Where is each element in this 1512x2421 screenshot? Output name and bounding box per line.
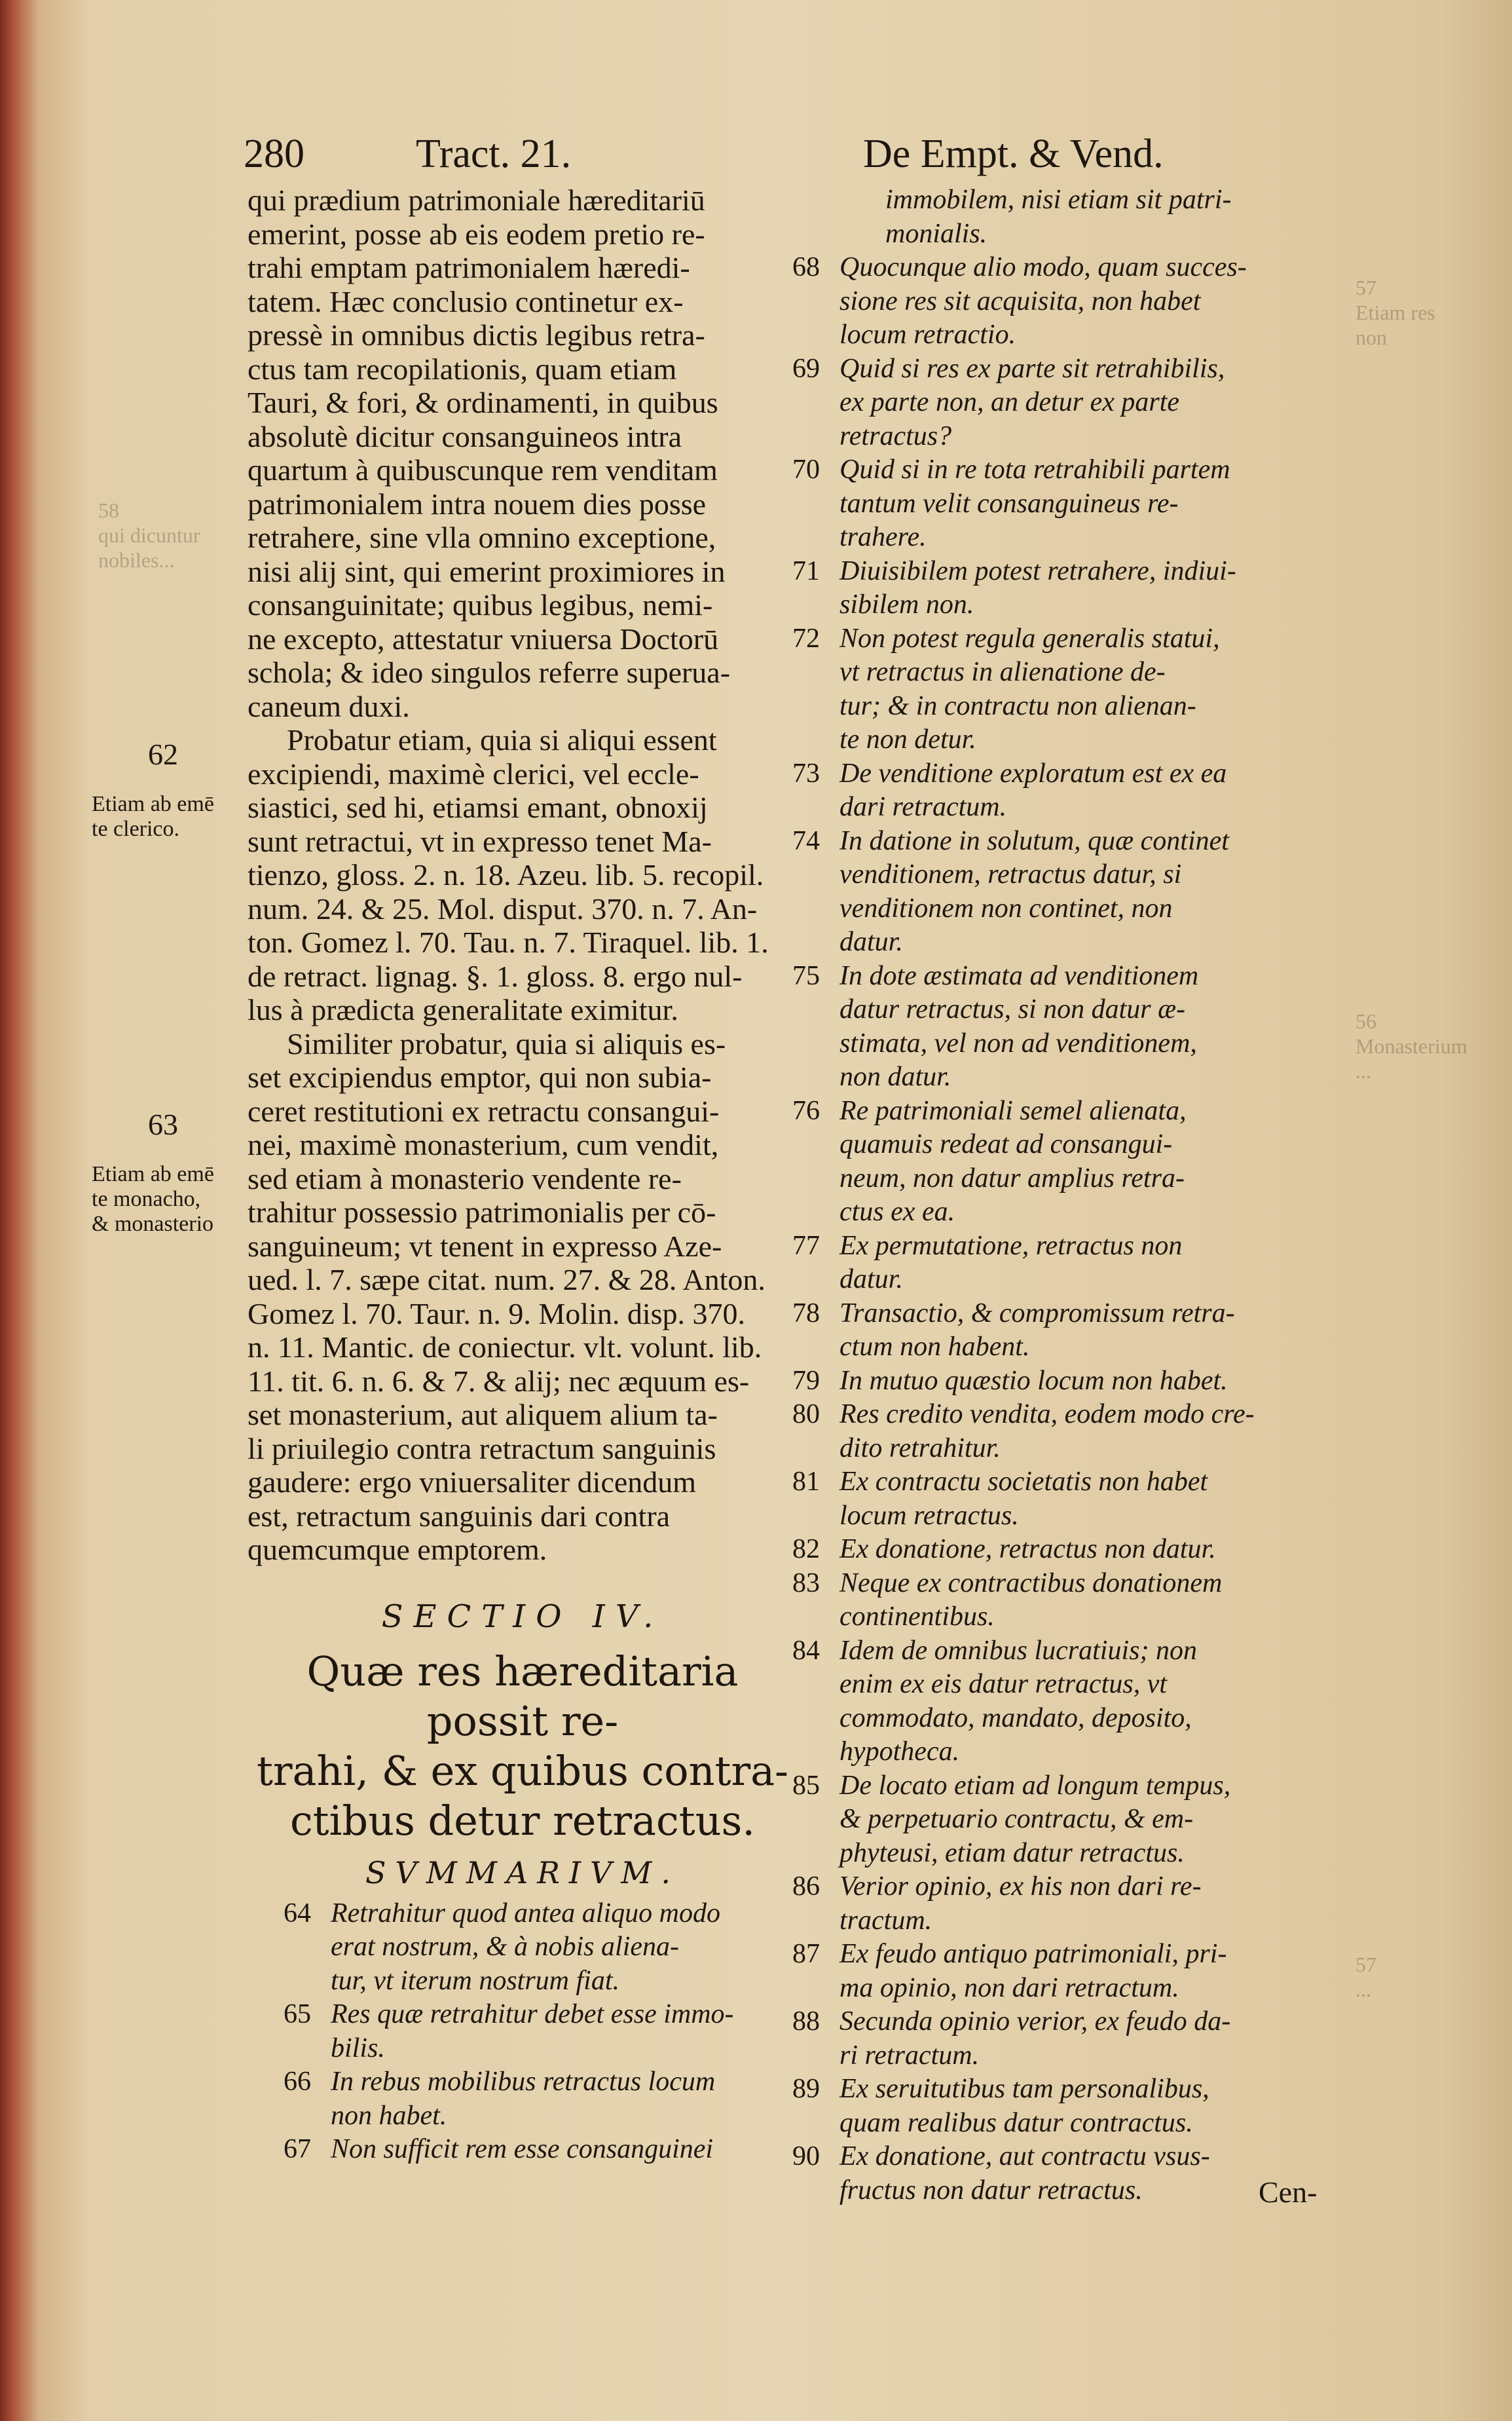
running-head-left: Tract. 21. [416, 132, 572, 176]
margin-note-number: 63 [148, 1108, 178, 1141]
summary-entry-number: 82 [792, 1534, 820, 1564]
summary-entry [792, 1634, 1349, 1769]
text-line: Probatur etiam, quia si aliqui essent [287, 723, 717, 757]
text-line: quartum à quibuscunque rem venditam [248, 453, 718, 487]
summary-entry [792, 251, 1349, 352]
text-line: de retract. lignag. §. 1. gloss. 8. ergo nul- [248, 959, 743, 993]
text-line: n. 11. Mantic. de coniectur. vlt. volunt. lib. [248, 1330, 762, 1364]
right-column [792, 183, 1349, 2207]
text-line: patrimonialem intra nouem dies posse [248, 487, 707, 521]
text-line: nisi alij sint, qui emerint proximiores in [248, 554, 726, 588]
summary-entry [792, 1364, 1349, 1398]
page-number: 280 [244, 132, 304, 176]
text-line: tienzo, gloss. 2. n. 18. Azeu. lib. 5. recopil. [248, 858, 764, 891]
summary-entry-number: 76 [792, 1095, 820, 1126]
summary-entry-number: 68 [792, 252, 820, 282]
summary-entry-number: 72 [792, 623, 820, 654]
margin-note-63 [92, 1087, 214, 1237]
text-line: li priuilegio contra retractum sanguinis [248, 1431, 716, 1465]
summary-entry-number: 65 [284, 1999, 311, 2029]
summary-entry [792, 1769, 1349, 1871]
summary-entry-text: In mutuo quæstio locum non habet. [839, 1365, 1228, 1396]
summary-entry-text: immobilem, nisi etiam sit patri- monialis. [885, 185, 1232, 249]
summary-entry-number: 87 [792, 1939, 820, 1969]
text-line: emerint, posse ab eis eodem pretio re- [248, 217, 705, 251]
summary-entry-number: 86 [792, 1871, 820, 1902]
summary-entry-number: 83 [792, 1567, 820, 1598]
text-line: ceret restitutioni ex retractu consangui- [248, 1094, 720, 1128]
summary-entry [792, 352, 1349, 454]
summary-entry-number: 73 [792, 758, 820, 789]
summary-entry [792, 2073, 1349, 2140]
summary-entry-text: Res quæ retrahitur debet esse immo- bilis. [331, 1999, 734, 2063]
summary-entry [792, 453, 1349, 555]
text-line: sunt retractui, vt in expresso tenet Ma- [248, 824, 712, 858]
text-line: retrahere, sine vlla omnino exceptione, [248, 521, 716, 554]
summary-entry-text: Secunda opinio verior, ex feudo da- ri retractum. [839, 2006, 1231, 2071]
summary-entry [792, 2005, 1349, 2073]
text-line: trahitur possessio patrimonialis per cō- [248, 1195, 716, 1229]
summary-entry [792, 1465, 1349, 1533]
margin-note-text: Etiam ab emē te clerico. [92, 792, 214, 841]
summary-continuation [792, 183, 1349, 251]
section-title: SECTIO IV. [381, 1598, 664, 1635]
bleed-through-mark: 56 Monasterium ... [1355, 1009, 1467, 1083]
summary-entry-text: Ex contractu societatis non habet locum retractus. [839, 1467, 1208, 1531]
text-line: num. 24. & 25. Mol. disput. 370. n. 7. An- [248, 891, 758, 926]
text-line: siastici, sed hi, etiamsi emant, obnoxij [248, 791, 708, 824]
summary-entry-number: 84 [792, 1635, 820, 1666]
summary-entry-text: In dote æstimata ad venditionem datur retractus, si non datur æ- stimata, vel non ad venditionem, non datur. [839, 960, 1199, 1092]
text-line: Gomez l. 70. Taur. n. 9. Molin. disp. 370. [248, 1296, 746, 1330]
summary-entry [792, 622, 1349, 757]
summary-entry-number: 64 [284, 1898, 311, 1928]
summary-entry-number: 90 [792, 2141, 820, 2171]
text-line: pressè in omnibus dictis legibus retra- [248, 318, 705, 352]
text-line: Quæ res hæreditaria possit re- [306, 1647, 739, 1745]
summary-entry-text: Ex feudo antiquo patrimoniali, pri- ma opinio, non dari retractum. [839, 1939, 1227, 2003]
summary-entry-text: Non sufficit rem esse consanguinei [331, 2134, 714, 2164]
text-line: absolutè dicitur consanguineos intra [248, 419, 682, 453]
summary-entry-number: 71 [792, 555, 820, 586]
left-column [248, 183, 798, 2167]
summary-entry-text: Idem de omnibus lucratiuis; non enim ex eis datur retractus, vt commodato, mandato, deposito, hypotheca. [839, 1635, 1197, 1767]
summary-entry-number: 67 [284, 2134, 311, 2164]
summary-entry-text: Ex donatione, retractus non datur. [839, 1534, 1216, 1564]
summary-entry [792, 757, 1349, 825]
summary-entry-text: Neque ex contractibus donationem continentibus. [839, 1567, 1223, 1632]
section-heading [248, 1647, 798, 1846]
summary-entry-number: 74 [792, 825, 820, 856]
summary-entry [792, 1938, 1349, 2005]
text-line: consanguinitate; quibus legibus, nemi- [248, 588, 713, 622]
running-head-right: De Empt. & Vend. [863, 132, 1164, 176]
text-line: set excipiendus emptor, qui non subia- [248, 1060, 712, 1094]
summary-entry-text: Non potest regula generalis statui, vt retractus in alienatione de- tur; & in contractu non alienan- te non detur. [839, 623, 1220, 755]
text-line: trahi, & ex quibus contra- [257, 1746, 788, 1795]
summary-entry [792, 1870, 1349, 1938]
summary-entry-text: Quocunque alio modo, quam succes- sione res sit acquisita, non habet locum retractio. [839, 252, 1247, 350]
text-line: trahi emptam patrimonialem hæredi- [248, 251, 690, 284]
summary-entry [792, 960, 1349, 1095]
summary-entry-text: Verior opinio, ex his non dari re- tractum. [839, 1871, 1202, 1936]
summary-entry-text: Diuisibilem potest retrahere, indiui- sibilem non. [839, 555, 1236, 620]
summary-entry-number: 85 [792, 1770, 820, 1801]
margin-note-62 [92, 717, 214, 842]
summary-entry [792, 1567, 1349, 1634]
text-line: quemcumque emptorem. [248, 1533, 547, 1566]
summary-entry [792, 1095, 1349, 1229]
summary-entry-text: Retrahitur quod antea aliquo modo erat nostrum, & à nobis aliena- tur, vt iterum nostrum fiat. [331, 1898, 720, 1996]
summary-entry-text: Re patrimoniali semel alienata, quamuis redeat ad consangui- neum, non datur amplius retra- ctus ex ea. [839, 1095, 1187, 1227]
paragraph [248, 723, 798, 1027]
summary-entry-number: 88 [792, 2006, 820, 2036]
summary-entry-number: 66 [284, 2067, 311, 2097]
text-line: excipiendi, maximè clerici, vel eccle- [248, 757, 699, 791]
bleed-through-mark: 57 ... [1355, 1953, 1376, 2001]
margin-note-number: 62 [148, 738, 178, 771]
summary-entry-text: Transactio, & compromissum retra- ctum non habent. [839, 1298, 1235, 1362]
summary-entry [284, 1998, 798, 2065]
summary-entry-text: De venditione exploratum est ex ea dari retractum. [839, 758, 1227, 822]
paragraph [248, 1027, 798, 1567]
summary-entry [284, 2065, 798, 2133]
margin-note-text: Etiam ab emē te monacho, & monasterio [92, 1162, 214, 1236]
summary-entry-number: 75 [792, 960, 820, 991]
summary-entry-text: De locato etiam ad longum tempus, & perpetuario contractu, & em- phyteusi, etiam datur retractus. [839, 1770, 1231, 1868]
summary-entry [792, 555, 1349, 622]
text-line: schola; & ideo singulos referre superua- [248, 656, 731, 689]
text-line: set monasterium, aut aliquem alium ta- [248, 1398, 718, 1431]
text-line: ctibus detur retractus. [289, 1796, 756, 1845]
summary-entry-number: 70 [792, 455, 820, 485]
bleed-through-mark: 57 Etiam res non [1355, 276, 1435, 349]
summary-entry-number: 77 [792, 1230, 820, 1261]
summary-entry-text: Quid si res ex parte sit retrahibilis, ex parte non, an detur ex parte retractus? [839, 353, 1225, 451]
text-line: lus à prædicta generalitate eximitur. [248, 993, 678, 1026]
text-line: tatem. Hæc conclusio continetur ex- [248, 284, 684, 318]
paragraph [248, 183, 798, 723]
text-line: caneum duxi. [248, 689, 410, 723]
text-line: qui prædium patrimoniale hæreditariū [248, 183, 705, 217]
summary-entry [284, 1897, 798, 1999]
text-line: est, retractum sanguinis dari contra [248, 1499, 671, 1533]
summary-list [248, 1897, 798, 2167]
summary-entry-number: 79 [792, 1365, 820, 1396]
text-line: ctus tam recopilationis, quam etiam [248, 352, 677, 386]
summary-list [792, 251, 1349, 2207]
summary-entry-text: Quid si in re tota retrahibili partem tantum velit consanguineus re- trahere. [839, 455, 1230, 552]
summary-entry [284, 2133, 798, 2167]
text-line: Similiter probatur, quia si aliquis es- [287, 1026, 726, 1060]
text-line: sanguineum; vt tenent in expresso Aze- [248, 1229, 722, 1263]
summary-entry [792, 1229, 1349, 1297]
summary-entry-text: Ex donatione, aut contractu vsus- fructus non datur retractus. [839, 2141, 1210, 2205]
summarium-title: SVMMARIVM. [365, 1854, 680, 1890]
summary-entry-text: Ex seruitutibus tam personalibus, quam realibus datur contractus. [839, 2074, 1209, 2138]
catchword: Cen- [1259, 2175, 1318, 2209]
summary-entry-number: 78 [792, 1298, 820, 1328]
text-line: sed etiam à monasterio vendente re- [248, 1161, 682, 1195]
text-line: ued. l. 7. sæpe citat. num. 27. & 28. Anton. [248, 1263, 765, 1296]
bleed-through-mark: 58 qui dicuntur nobiles... [98, 498, 200, 572]
summary-entry-number: 69 [792, 353, 820, 384]
summary-entry-text: In datione in solutum, quæ continet venditionem, retractus datur, si venditionem non continet, non datur. [839, 825, 1229, 957]
text-line: ton. Gomez l. 70. Tau. n. 7. Tiraquel. lib. 1. [248, 926, 769, 959]
text-line: 11. tit. 6. n. 6. & 7. & alij; nec æquum es- [248, 1364, 750, 1398]
summary-entry-text: In rebus mobilibus retractus locum non habet. [331, 2067, 716, 2131]
text-line: gaudere: ergo vniuersaliter dicendum [248, 1465, 697, 1499]
text-line: ne excepto, attestatur vniuersa Doctorū [248, 622, 719, 656]
summary-entry-text: Res credito vendita, eodem modo cre- dito retrahitur. [839, 1399, 1255, 1463]
summary-entry [792, 1398, 1349, 1465]
summary-entry [792, 1297, 1349, 1364]
summary-entry [792, 825, 1349, 960]
summary-entry-number: 81 [792, 1467, 820, 1497]
summary-entry-number: 89 [792, 2074, 820, 2104]
summary-entry [792, 1533, 1349, 1567]
summary-entry-number: 80 [792, 1399, 820, 1429]
text-line: nei, maximè monasterium, cum vendit, [248, 1128, 719, 1161]
text-line: Tauri, & fori, & ordinamenti, in quibus [248, 386, 718, 419]
summary-entry-text: Ex permutatione, retractus non datur. [839, 1230, 1183, 1294]
